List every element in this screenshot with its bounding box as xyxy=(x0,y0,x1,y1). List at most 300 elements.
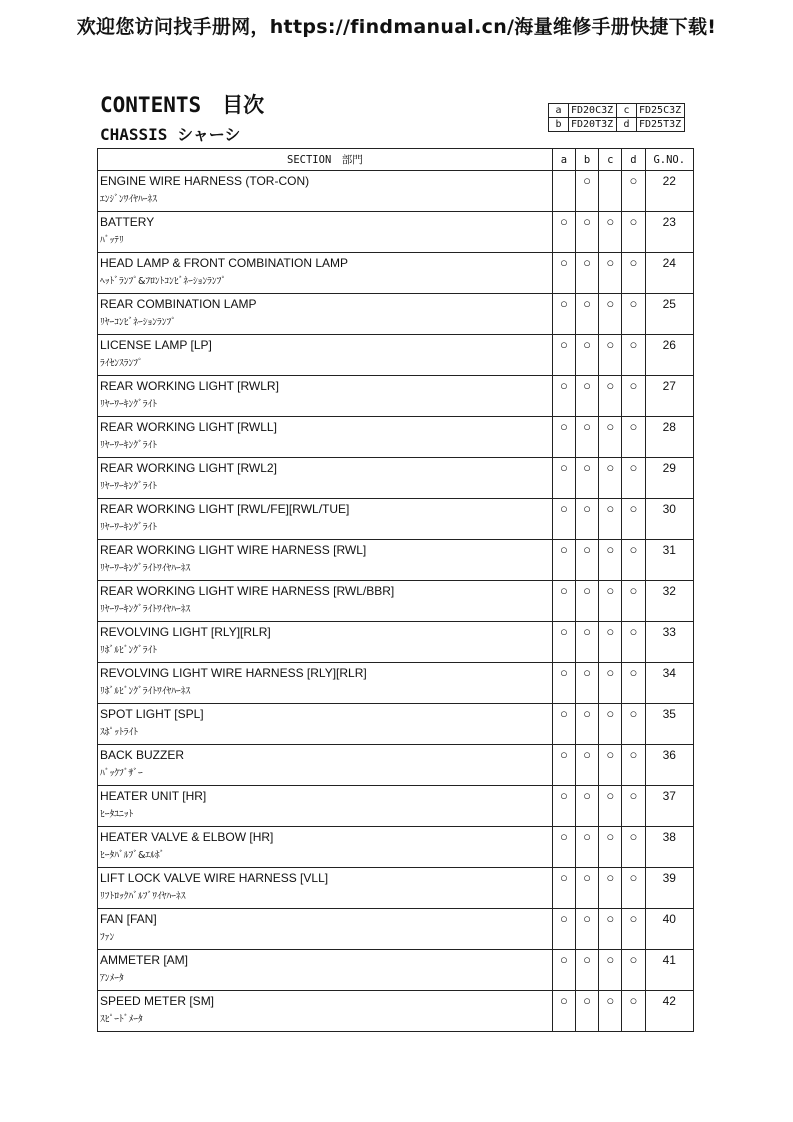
applicability-mark: ○ xyxy=(559,788,568,803)
page-number-cell xyxy=(645,335,693,376)
applicability-cell xyxy=(552,540,575,581)
table-row[interactable] xyxy=(98,294,694,335)
section-cell xyxy=(98,540,553,581)
contents-table xyxy=(97,148,694,1032)
section-name-ja: ｴﾝｼﾞﾝﾜｲﾔﾊｰﾈｽ xyxy=(100,194,158,205)
applicability-cell xyxy=(622,786,645,827)
table-row[interactable] xyxy=(98,868,694,909)
section-name-en[interactable]: LIFT LOCK VALVE WIRE HARNESS [VLL] xyxy=(100,871,329,885)
applicability-cell xyxy=(599,745,622,786)
applicability-mark: ○ xyxy=(583,706,592,721)
section-name-en[interactable]: REVOLVING LIGHT WIRE HARNESS [RLY][RLR] xyxy=(100,666,367,680)
applicability-mark: ○ xyxy=(606,419,615,434)
applicability-mark: ○ xyxy=(606,337,615,352)
applicability-mark: ○ xyxy=(629,419,638,434)
applicability-mark: ○ xyxy=(629,747,638,762)
page-number[interactable]: 26 xyxy=(662,338,676,352)
applicability-mark: ○ xyxy=(583,378,592,393)
applicability-cell xyxy=(576,171,599,212)
applicability-mark: ○ xyxy=(606,952,615,967)
page-number[interactable]: 37 xyxy=(662,789,676,803)
applicability-mark: ○ xyxy=(606,583,615,598)
applicability-cell xyxy=(576,253,599,294)
applicability-cell xyxy=(622,704,645,745)
applicability-cell xyxy=(599,212,622,253)
applicability-cell xyxy=(576,786,599,827)
page-number[interactable]: 22 xyxy=(662,174,676,188)
applicability-cell xyxy=(576,663,599,704)
page-number-cell xyxy=(645,991,693,1032)
applicability-cell xyxy=(552,581,575,622)
applicability-mark: ○ xyxy=(583,542,592,557)
applicability-cell xyxy=(576,376,599,417)
section-cell xyxy=(98,704,553,745)
applicability-cell xyxy=(552,745,575,786)
section-name-ja: ﾘﾔｰﾜｰｷﾝｸﾞﾗｲﾄﾜｲﾔﾊｰﾈｽ xyxy=(100,604,191,615)
applicability-mark: ○ xyxy=(629,460,638,475)
applicability-cell xyxy=(599,540,622,581)
applicability-mark: ○ xyxy=(559,419,568,434)
applicability-cell xyxy=(576,827,599,868)
applicability-cell xyxy=(552,171,575,212)
page-number[interactable]: 41 xyxy=(662,953,676,967)
page-number[interactable]: 24 xyxy=(662,256,676,270)
section-name-en[interactable]: ENGINE WIRE HARNESS (TOR-CON) xyxy=(100,174,310,188)
applicability-cell xyxy=(599,909,622,950)
section-cell xyxy=(98,417,553,458)
applicability-cell xyxy=(552,335,575,376)
section-cell xyxy=(98,909,553,950)
applicability-cell xyxy=(599,581,622,622)
applicability-cell xyxy=(576,458,599,499)
section-name-en[interactable]: REAR WORKING LIGHT WIRE HARNESS [RWL] xyxy=(100,543,367,557)
model-key: b xyxy=(549,118,569,132)
applicability-cell xyxy=(576,335,599,376)
section-cell xyxy=(98,335,553,376)
model-name: FD20C3Z xyxy=(569,104,617,118)
section-name-ja: ｽﾋﾟｰﾄﾞﾒｰﾀ xyxy=(100,1014,143,1025)
section-cell xyxy=(98,950,553,991)
applicability-cell xyxy=(552,950,575,991)
applicability-mark: ○ xyxy=(629,624,638,639)
page-number-cell xyxy=(645,909,693,950)
applicability-mark: ○ xyxy=(559,952,568,967)
applicability-mark: ○ xyxy=(583,255,592,270)
section-name-en[interactable]: LICENSE LAMP [LP] xyxy=(100,338,212,352)
applicability-cell xyxy=(576,499,599,540)
table-row[interactable] xyxy=(98,622,694,663)
section-name-en[interactable]: REAR WORKING LIGHT [RWL2] xyxy=(100,461,277,475)
table-row[interactable] xyxy=(98,171,694,212)
section-name-ja: ﾘﾔｰﾜｰｷﾝｸﾞﾗｲﾄ xyxy=(100,399,158,410)
page-number-cell xyxy=(645,827,693,868)
applicability-mark: ○ xyxy=(583,501,592,516)
applicability-mark: ○ xyxy=(559,378,568,393)
section-name-en[interactable]: SPOT LIGHT [SPL] xyxy=(100,707,204,721)
header-model-c: c xyxy=(599,149,622,171)
applicability-cell xyxy=(622,417,645,458)
applicability-cell xyxy=(599,868,622,909)
applicability-mark: ○ xyxy=(583,952,592,967)
page-number-cell xyxy=(645,417,693,458)
page-number-cell xyxy=(645,663,693,704)
applicability-mark: ○ xyxy=(559,460,568,475)
model-key: c xyxy=(617,104,637,118)
section-cell xyxy=(98,499,553,540)
applicability-cell xyxy=(576,581,599,622)
applicability-mark: ○ xyxy=(606,747,615,762)
applicability-mark: ○ xyxy=(606,378,615,393)
applicability-mark: ○ xyxy=(559,214,568,229)
model-name: FD25T3Z xyxy=(637,118,685,132)
table-row[interactable] xyxy=(98,827,694,868)
applicability-mark: ○ xyxy=(629,788,638,803)
download-banner: 欢迎您访问找手册网，https://findmanual.cn/海量维修手册快捷下载! xyxy=(76,16,717,38)
applicability-cell xyxy=(622,335,645,376)
applicability-mark: ○ xyxy=(559,706,568,721)
applicability-mark: ○ xyxy=(629,665,638,680)
applicability-mark: ○ xyxy=(629,501,638,516)
model-key: d xyxy=(617,118,637,132)
applicability-cell xyxy=(599,253,622,294)
applicability-mark: ○ xyxy=(606,296,615,311)
applicability-mark: ○ xyxy=(559,337,568,352)
header-section: SECTION 部門 xyxy=(98,149,553,171)
applicability-cell xyxy=(576,622,599,663)
applicability-cell xyxy=(599,991,622,1032)
section-cell xyxy=(98,745,553,786)
applicability-cell xyxy=(599,827,622,868)
applicability-mark: ○ xyxy=(583,788,592,803)
section-name-ja: ﾗｲｾﾝｽﾗﾝﾌﾟ xyxy=(100,358,143,369)
applicability-mark: ○ xyxy=(559,911,568,926)
applicability-cell xyxy=(552,909,575,950)
section-name-ja: ｽﾎﾟｯﾄﾗｲﾄ xyxy=(100,727,139,738)
applicability-mark: ○ xyxy=(583,337,592,352)
section-name-ja: ﾌｧﾝ xyxy=(100,932,115,943)
applicability-cell xyxy=(622,622,645,663)
applicability-cell xyxy=(599,171,622,212)
section-title: CHASSIS シャーシ xyxy=(100,125,241,144)
section-name-ja: ﾊﾞｯﾃﾘ xyxy=(100,235,124,246)
table-row[interactable] xyxy=(98,499,694,540)
header-model-d: d xyxy=(622,149,645,171)
applicability-cell xyxy=(599,376,622,417)
page-number[interactable]: 35 xyxy=(662,707,676,721)
contents-rows xyxy=(98,171,694,1032)
page-number-cell xyxy=(645,499,693,540)
applicability-mark: ○ xyxy=(629,378,638,393)
applicability-cell xyxy=(622,950,645,991)
section-name-en[interactable]: BACK BUZZER xyxy=(100,748,185,762)
section-cell xyxy=(98,294,553,335)
applicability-cell xyxy=(576,294,599,335)
section-cell xyxy=(98,827,553,868)
section-name-en[interactable]: HEATER UNIT [HR] xyxy=(100,789,207,803)
section-cell xyxy=(98,663,553,704)
applicability-cell xyxy=(599,335,622,376)
section-name-ja: ﾍｯﾄﾞﾗﾝﾌﾟ&ﾌﾛﾝﾄｺﾝﾋﾞﾈｰｼｮﾝﾗﾝﾌﾟ xyxy=(100,276,227,287)
page-number-cell xyxy=(645,704,693,745)
table-row[interactable] xyxy=(98,581,694,622)
table-row[interactable] xyxy=(98,991,694,1032)
page-number-cell xyxy=(645,458,693,499)
section-name-en[interactable]: REAR WORKING LIGHT [RWLR] xyxy=(100,379,279,393)
applicability-cell xyxy=(622,253,645,294)
applicability-cell xyxy=(622,212,645,253)
applicability-mark: ○ xyxy=(583,911,592,926)
section-name-ja: ﾘﾌﾄﾛｯｸﾊﾞﾙﾌﾞﾜｲﾔﾊｰﾈｽ xyxy=(100,891,186,902)
applicability-cell xyxy=(622,171,645,212)
table-row[interactable] xyxy=(98,745,694,786)
page-number-cell xyxy=(645,622,693,663)
applicability-mark: ○ xyxy=(629,173,638,188)
applicability-cell xyxy=(552,212,575,253)
applicability-mark: ○ xyxy=(583,419,592,434)
table-row[interactable] xyxy=(98,376,694,417)
applicability-mark: ○ xyxy=(629,870,638,885)
section-cell xyxy=(98,868,553,909)
applicability-mark: ○ xyxy=(583,583,592,598)
header-model-b: b xyxy=(576,149,599,171)
applicability-mark: ○ xyxy=(629,952,638,967)
applicability-cell xyxy=(552,253,575,294)
applicability-cell xyxy=(576,991,599,1032)
applicability-cell xyxy=(622,663,645,704)
applicability-cell xyxy=(599,950,622,991)
applicability-cell xyxy=(552,622,575,663)
table-row[interactable] xyxy=(98,909,694,950)
page-number[interactable]: 23 xyxy=(662,215,676,229)
applicability-cell xyxy=(622,868,645,909)
applicability-mark: ○ xyxy=(629,829,638,844)
section-name-ja: ﾋｰﾀﾊﾞﾙﾌﾞ&ｴﾙﾎﾞ xyxy=(100,850,165,861)
applicability-cell xyxy=(552,294,575,335)
page-number[interactable]: 34 xyxy=(662,666,676,680)
applicability-mark: ○ xyxy=(559,255,568,270)
applicability-cell xyxy=(576,212,599,253)
applicability-cell xyxy=(599,786,622,827)
applicability-mark: ○ xyxy=(559,542,568,557)
applicability-cell xyxy=(552,704,575,745)
applicability-cell xyxy=(576,540,599,581)
applicability-mark: ○ xyxy=(629,296,638,311)
applicability-mark: ○ xyxy=(559,501,568,516)
section-name-en[interactable]: SPEED METER [SM] xyxy=(100,994,215,1008)
model-name: FD20T3Z xyxy=(569,118,617,132)
applicability-cell xyxy=(552,663,575,704)
table-row[interactable] xyxy=(98,335,694,376)
page-number[interactable]: 38 xyxy=(662,830,676,844)
section-name-en[interactable]: FAN [FAN] xyxy=(100,912,157,926)
applicability-cell xyxy=(576,417,599,458)
model-legend-row xyxy=(549,118,685,132)
section-cell xyxy=(98,622,553,663)
section-name-ja: ﾘﾔｰﾜｰｷﾝｸﾞﾗｲﾄ xyxy=(100,440,158,451)
applicability-mark: ○ xyxy=(559,624,568,639)
table-row[interactable] xyxy=(98,663,694,704)
applicability-cell xyxy=(622,581,645,622)
section-name-en[interactable]: HEATER VALVE & ELBOW [HR] xyxy=(100,830,274,844)
applicability-mark: ○ xyxy=(559,747,568,762)
applicability-cell xyxy=(576,909,599,950)
section-name-ja: ﾊﾞｯｸﾌﾞｻﾞｰ xyxy=(100,768,143,779)
applicability-mark: ○ xyxy=(583,829,592,844)
model-legend xyxy=(548,103,685,132)
applicability-cell xyxy=(622,540,645,581)
page-number[interactable]: 28 xyxy=(662,420,676,434)
applicability-mark: ○ xyxy=(629,583,638,598)
applicability-cell xyxy=(599,704,622,745)
applicability-mark: ○ xyxy=(606,624,615,639)
table-row[interactable] xyxy=(98,950,694,991)
model-name: FD25C3Z xyxy=(637,104,685,118)
page-number[interactable]: 30 xyxy=(662,502,676,516)
table-row[interactable] xyxy=(98,704,694,745)
page-number-cell xyxy=(645,786,693,827)
section-cell xyxy=(98,581,553,622)
applicability-mark: ○ xyxy=(583,870,592,885)
section-name-ja: ﾘﾎﾞﾙﾋﾞﾝｸﾞﾗｲﾄ xyxy=(100,645,158,656)
section-name-en[interactable]: REAR WORKING LIGHT [RWL/FE][RWL/TUE] xyxy=(100,502,350,516)
page-number[interactable]: 25 xyxy=(662,297,676,311)
applicability-cell xyxy=(599,622,622,663)
applicability-cell xyxy=(576,950,599,991)
applicability-mark: ○ xyxy=(559,829,568,844)
header-model-a: a xyxy=(552,149,575,171)
section-name-en[interactable]: BATTERY xyxy=(100,215,155,229)
applicability-mark: ○ xyxy=(606,214,615,229)
page-number-cell xyxy=(645,745,693,786)
page-number[interactable]: 33 xyxy=(662,625,676,639)
table-row[interactable] xyxy=(98,253,694,294)
applicability-mark: ○ xyxy=(629,542,638,557)
applicability-cell xyxy=(552,786,575,827)
page-number-cell xyxy=(645,294,693,335)
section-cell xyxy=(98,212,553,253)
section-cell xyxy=(98,376,553,417)
applicability-cell xyxy=(599,458,622,499)
table-row[interactable] xyxy=(98,458,694,499)
applicability-cell xyxy=(552,417,575,458)
section-cell xyxy=(98,458,553,499)
section-name-ja: ﾘﾔｰｺﾝﾋﾞﾈｰｼｮﾝﾗﾝﾌﾟ xyxy=(100,317,177,328)
applicability-cell xyxy=(622,745,645,786)
applicability-mark: ○ xyxy=(606,706,615,721)
applicability-mark: ○ xyxy=(629,255,638,270)
table-row[interactable] xyxy=(98,786,694,827)
model-legend-row xyxy=(549,104,685,118)
applicability-cell xyxy=(599,663,622,704)
section-name-ja: ｱﾝﾒｰﾀ xyxy=(100,973,124,984)
applicability-mark: ○ xyxy=(583,993,592,1008)
applicability-cell xyxy=(552,991,575,1032)
applicability-mark: ○ xyxy=(583,747,592,762)
applicability-cell xyxy=(622,294,645,335)
applicability-mark: ○ xyxy=(606,829,615,844)
header-page-number: G.NO. xyxy=(645,149,693,171)
applicability-mark: ○ xyxy=(606,501,615,516)
section-name-ja: ﾘﾔｰﾜｰｷﾝｸﾞﾗｲﾄ xyxy=(100,522,158,533)
section-name-en[interactable]: REAR WORKING LIGHT [RWLL] xyxy=(100,420,277,434)
applicability-mark: ○ xyxy=(629,706,638,721)
section-cell xyxy=(98,253,553,294)
page-number[interactable]: 40 xyxy=(662,912,676,926)
page-number[interactable]: 29 xyxy=(662,461,676,475)
section-name-en[interactable]: REVOLVING LIGHT [RLY][RLR] xyxy=(100,625,271,639)
page-number[interactable]: 36 xyxy=(662,748,676,762)
applicability-mark: ○ xyxy=(583,296,592,311)
applicability-cell xyxy=(622,991,645,1032)
model-key: a xyxy=(549,104,569,118)
applicability-mark: ○ xyxy=(559,993,568,1008)
page-number[interactable]: 27 xyxy=(662,379,676,393)
applicability-cell xyxy=(552,827,575,868)
page-number[interactable]: 31 xyxy=(662,543,676,557)
page-number-cell xyxy=(645,581,693,622)
applicability-cell xyxy=(622,909,645,950)
applicability-mark: ○ xyxy=(606,255,615,270)
applicability-cell xyxy=(599,294,622,335)
applicability-mark: ○ xyxy=(606,993,615,1008)
page-number-cell xyxy=(645,171,693,212)
section-cell xyxy=(98,991,553,1032)
applicability-cell xyxy=(599,417,622,458)
section-name-en[interactable]: AMMETER [AM] xyxy=(100,953,189,967)
page-number-cell xyxy=(645,253,693,294)
applicability-mark: ○ xyxy=(583,173,592,188)
page-number-cell xyxy=(645,950,693,991)
applicability-cell xyxy=(576,745,599,786)
page-number-cell xyxy=(645,376,693,417)
page-number[interactable]: 42 xyxy=(662,994,676,1008)
section-name-en[interactable]: REAR COMBINATION LAMP xyxy=(100,297,257,311)
applicability-mark: ○ xyxy=(629,993,638,1008)
applicability-cell xyxy=(599,499,622,540)
applicability-cell xyxy=(552,868,575,909)
table-row[interactable] xyxy=(98,417,694,458)
applicability-cell xyxy=(576,704,599,745)
section-name-ja: ﾘﾎﾞﾙﾋﾞﾝｸﾞﾗｲﾄﾜｲﾔﾊｰﾈｽ xyxy=(100,686,191,697)
applicability-mark: ○ xyxy=(606,911,615,926)
table-header-row xyxy=(98,149,694,171)
applicability-mark: ○ xyxy=(583,460,592,475)
table-row[interactable] xyxy=(98,212,694,253)
page-number[interactable]: 32 xyxy=(662,584,676,598)
applicability-mark: ○ xyxy=(606,665,615,680)
applicability-mark: ○ xyxy=(629,911,638,926)
section-name-en[interactable]: REAR WORKING LIGHT WIRE HARNESS [RWL/BBR] xyxy=(100,584,395,598)
applicability-mark: ○ xyxy=(606,542,615,557)
page-number[interactable]: 39 xyxy=(662,871,676,885)
applicability-mark: ○ xyxy=(583,214,592,229)
applicability-cell xyxy=(552,458,575,499)
page-title: CONTENTS 目次 xyxy=(100,93,265,117)
page-number-cell xyxy=(645,540,693,581)
applicability-mark: ○ xyxy=(629,214,638,229)
applicability-cell xyxy=(552,499,575,540)
applicability-mark: ○ xyxy=(583,665,592,680)
applicability-cell xyxy=(552,376,575,417)
applicability-mark: ○ xyxy=(559,583,568,598)
section-cell xyxy=(98,171,553,212)
table-row[interactable] xyxy=(98,540,694,581)
page-number-cell xyxy=(645,212,693,253)
applicability-mark: ○ xyxy=(559,870,568,885)
applicability-cell xyxy=(622,499,645,540)
section-name-en[interactable]: HEAD LAMP & FRONT COMBINATION LAMP xyxy=(100,256,349,270)
applicability-mark: ○ xyxy=(583,624,592,639)
